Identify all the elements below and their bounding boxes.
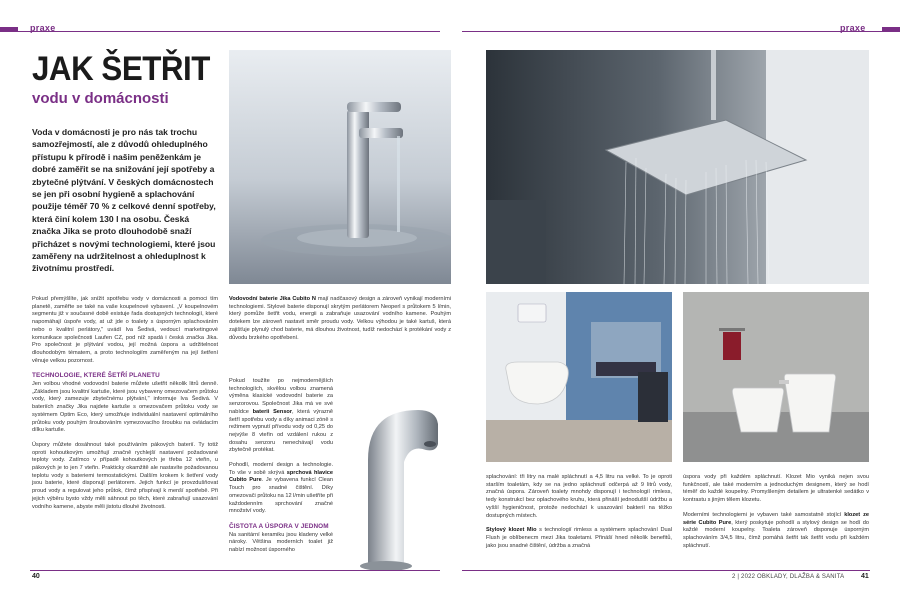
col2-p1-bold: Vodovodní baterie Jika Cubito N <box>229 296 316 302</box>
col4-paragraph-2 <box>683 512 869 551</box>
col4-paragraph-1: úspora vody při každém spláchnutí. Klozet Mio vyniká nejen svou funkčností, ale také moderním a jednoduchým designem, který se hodí téměř do každé koupelny. Promyšleným detailem je ultratenké sedátko v kontrastu s jiným tělem klozetu. <box>683 474 869 504</box>
col1-paragraph-2: Jen volbou vhodné vodovodní baterie můžete ušetřit několik litrů denně. „Základem jsou kvalitní kartuše, které jsou vybaveny omezovačem průtoku vody, který zamezuje zbytečnému plýtvání," informuje Iva Šedivá. V bateriích značky Jika najdete kartuše s omezovačem průtoku vody se systémem Optim Eco, který umožňuje individuální nastavení optimálního průtoku vody pouhým šroubováním vymezovacího šroubku na ovládacím dílku kartuše. <box>32 381 218 434</box>
page-title: JAK ŠETŘIT <box>32 50 210 88</box>
col3-paragraph-2 <box>486 527 672 550</box>
bidet-toilet-photo <box>683 292 869 462</box>
col3-p2-text: s technologií rimless a systémem splachování Dual Flush je oblíbenecm mezi Jika toaletami. Přináší hned několik benefitů, jako jsou snadné čištění, údržba a značná <box>486 527 672 549</box>
col2-p2-text-b: , která výrazně šetří spotřebu vody a díky animaci zóně s režimem vypnutí přívodu vody od 0,25 do nejvýše 8 vteřin od vzdálení rukou z dosahu senzoru nenechávají vodu zbytečně protékat. <box>229 408 333 454</box>
col2-p1-text: mají nadčasový design a zároveň vynikají moderními technologiemi. Stylové baterie disponují skrytým perlátorem Neoperl s průtokem 5 l/min, který pomůže šetřit vodu, energii a zabraňuje usazování vodního kamene. Pouhým dotekem lze zároveň nastavit směr proudu vody. Velkou výhodou je také kartuš, která zajišťuje plynulý chod baterie, má dlouhou životnost, tudíž nedochází k protékání vody z důvodu brzkého opotřebení. <box>229 296 451 341</box>
column-4 <box>683 474 869 550</box>
column-2-lower <box>229 378 333 555</box>
col2-heading: ČISTOTA A ÚSPORA V JEDNOM <box>229 522 329 530</box>
section-label-left: praxe <box>30 23 56 33</box>
col2-paragraph-3 <box>229 462 333 516</box>
col4-p2-text-b: , který poskytuje pohodlí a stylový design se hodí do každé moderní koupelny. Toaleta zároveň disponuje úsporným splachováním 3/4,5 litru, čímž pomáhá šetřit tak šetřit vodu při každém spláchnutí. <box>683 519 869 549</box>
col2-paragraph-4: Na sanitární keramiku jsou kladeny velké nároky. Většina moderních toalet již nabízí možnost úsporného <box>229 531 333 554</box>
column-3 <box>486 474 672 550</box>
col1-paragraph-1: Pokud přemýšlíte, jak snížit spotřebu vody v domácnosti a pomoci tím planetě, zaměřte se také na vaše koupelnové vybavení. „V koupelnovém segmentu již v současné době existuje řada dostupných technologií, které napomáhají úspoře vody, at už jde o toalety s úsporným splachováním nebo o kvalitní perlátory," uvádí Iva Šedivá, vedoucí marketingové komunikace společnosti Laufen CZ, pod níž spadá i česká značka Jika. Pro společnost je plýtvání vodou, její možná úspora a udržitelnost dlouhodobým tématem, a proto technologiím zaměřeným na její šetření věnuje velkou pozornost. <box>32 296 218 364</box>
col2-p3-text-b: . Je vybavena funkcí Clean Touch pro snadné čištění. Díky omezovači průtoku na 12 l/min ušetříte při každodenním sprchování značné množství vody. <box>229 477 333 515</box>
col2-p3-bold: sprchová hlavice Cubito Pure <box>229 469 333 484</box>
col4-p2-bold: klozet ze série Cubito Pure <box>683 511 869 526</box>
rain-shower-photo <box>486 50 869 284</box>
col2-p3-text: Pohodlí, moderní design a technologie. To vše v sobě skrývá <box>229 462 333 476</box>
col2-paragraph-2 <box>229 378 333 455</box>
col2-p2-text: Pokud toužíte po nejmodernějších technologiích, skvělou volbou znamená výměna klasické vodovodní baterie za senzorovou. Společnost Jika má ve své nabídce <box>229 378 333 415</box>
magazine-folio: 2 | 2022 OBKLADY, DLAŽBA & SANITA <box>732 574 845 580</box>
sensor-tap-photo <box>328 400 448 570</box>
section-label-right: praxe <box>840 23 866 33</box>
col1-heading: TECHNOLOGIE, KTERÉ ŠETŘÍ PLANETU <box>32 372 160 380</box>
page-number-left: 40 <box>32 573 40 580</box>
header-rule-right <box>462 31 900 32</box>
header-rule-left <box>0 31 440 32</box>
footer-rule-right <box>462 570 870 571</box>
page-number-right: 41 <box>861 573 869 580</box>
col2-p2-bold: baterii Sensor <box>252 408 293 415</box>
col2-paragraph-1 <box>229 296 451 342</box>
faucet-photo <box>229 50 451 284</box>
col4-p2-text: Moderními technologiemi je vybaven také samostatně stojící <box>683 511 845 518</box>
col1-paragraph-3: Úspory můžete dosáhnout také používáním pákových baterií. Ty totiž oproti kohoutkovým umožňují značně rychlejší nastavení požadované teploty vody. Zatímco v případě kohoutkových je třeba 12 vteřin, u pákových je to jen 7 vteřin. Prakticky okamžitě ale nastavíte požadovanou teplotu vody s bateriemi termostatickými. Dalším krokem k šetření vody jsou baterie, které disponují perlátorem. Jejich funkcí je provzdušňovat proud vody a regulovat jeho průtok, čímž přispívají k menší spotřebě. Při jejich výběru bysto vždy měli sáhnout po těch, které zabraňují usazování vodního kamene, abyste měli jistotu dlouhé životnosti. <box>32 441 218 510</box>
column-2-upper <box>229 296 451 349</box>
footer-rule-left <box>30 570 440 571</box>
col3-paragraph-1: splachování: tři litry na malé spláchnutí a 4,5 litru na velké. To je oproti starším toaletám, kdy se na jedno spláchnutí odčerpá až 9 litrů vody, značná úspora. Zároveň toalety mnohdy disponují i technologií rimless, tedy konstrukcí bez oplachového kruhu, která přináší jednodušší údržbu a vyšší hygieničnost, protože nedochází k usazování bakterií na těžko dostupných místech. <box>486 474 672 519</box>
lead-paragraph: Voda v domácnosti je pro nás tak trochu samozřejmostí, ale z důvodů ohleduplného přístupu k přírodě i našim peněženkám je dobré zaměřit se na snižování její spotřeby a zbytečné plýtvání. V českých domácnostech se jen při osobní hygieně a splachování použije téměř 70 % z celkové denní spotřeby, která činí kolem 130 l na osobu. Česká značka Jika se proto dlouhodobě snaží přicházet s novými technologiemi, které jsou zaměřeny na udržitelnost a ohleduplnost k životnímu prostředí. <box>32 127 216 274</box>
wall-toilet-photo <box>486 292 672 462</box>
column-1 <box>32 296 218 511</box>
col3-p2-bold: Stylový klozet Mio <box>486 527 537 534</box>
page-subtitle: vodu v domácnosti <box>32 90 169 107</box>
